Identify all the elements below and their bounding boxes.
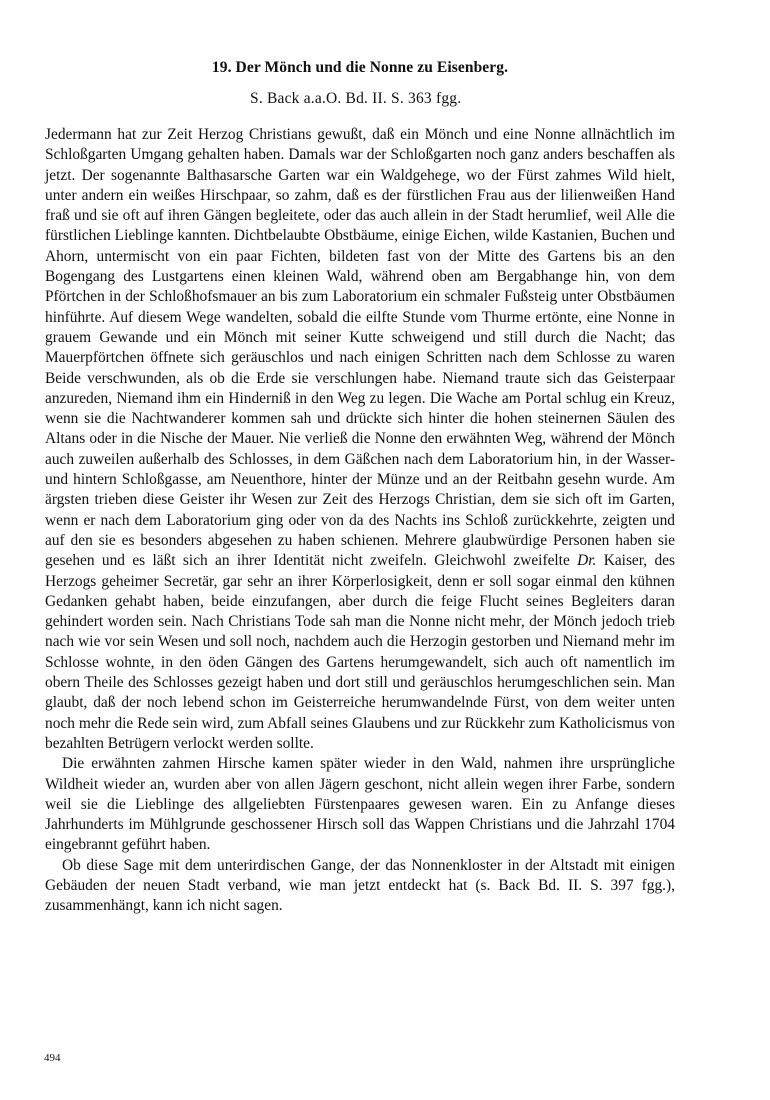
dr-abbreviation: Dr. (577, 552, 597, 570)
paragraph-2: Die erwähnten zahmen Hirsche kamen später wieder in den Wald, nahmen ihre ursprüngliche Wildheit wieder an, wurden aber von allen Jägern geschont, nicht allein wegen ihrer Farbe, sondern weil sie die Lieblinge des allgeliebten Fürstenpaares gewesen waren. Ein zu Anfange dieses Jahrhunderts im Mühlgrunde geschossener Hirsch soll das Wappen Christians und die Jahrzahl 1704 eingebrannt geführt haben. (45, 755, 675, 854)
page-title: 19. Der Mönch und die Nonne zu Eisenberg. (211, 59, 509, 76)
paragraph-1-part-1: Jedermann hat zur Zeit Herzog Christians gewußt, daß ein Mönch und eine Nonne allnächtlich im Schloßgarten Umgang gehalten haben. Damals war der Schloßgarten noch ganz anders beschaffen als jetzt. Der sogenannte Balthasarsche Garten war ein Waldgehege, wo der Fürst zahmes Wild hielt, unter andern ein weißes Hirschpaar, so zahm, daß es der fürstlichen Frau aus der lilienweißen Hand fraß und sie oft auf ihren Gängen begleitete, oder das auch allein in der Stadt herumlief, weil Alle die fürstlichen Lieblinge kannten. Dichtbelaubte Obstbäume, einige Eichen, wilde Kastanien, Buchen und Ahorn, untermischt von ein paar Fichten, bildeten fast von der Mitte des Gartens bis an den Bogengang des Lustgartens einen kleinen Wald, während oben am Bergabhange hin, von dem Pförtchen in der Schloßhofsmauer an bis zum Laboratorium ein schmaler Fußsteig unter Obstbäumen hinführte. Auf diesem Wege wandelten, sobald die eilfte Stunde vom Thurme ertönte, eine Nonne in grauem Gewande und ein Mönch mit seiner Kutte schweigend und still durch die Nacht; das Mauerpförtchen öffnete sich geräuschlos und nach einigen Schritten nach dem Schlosse zu waren Beide verschwunden, als ob die Erde sie verschlungen habe. Niemand traute sich das Geisterpaar anzureden, Niemand ihm ein Hinderniß in den Weg zu legen. Die Wache am Portal schlug ein Kreuz, wenn sie die Nachtwanderer kommen sah und drückte sich hinter die hohen steinernen Säulen des Altans oder in die Nische der Mauer. Nie verließ die Nonne den erwähnten Weg, während der Mönch auch zuweilen außerhalb des Schlosses, in dem Gäßchen nach dem Laboratorium hin, in der Wasser- und hintern Schloßgasse, am Neuenthore, hinter der Münze und an der Reitbahn gesehn wurde. Am ärgsten trieben diese Geister ihr Wesen zur Zeit des Herzogs Christian, dem sie sich oft im Garten, wenn er nach dem Laboratorium ging oder von da des Nachts ins Schloß zurückkehrte, zeigten und auf den sie es besonders abgesehen zu haben schienen. Mehrere glaubwürdige Personen haben sie gesehen und es läßt sich an ihrer Identität nicht zweifeln. Gleichwohl zweifelte (45, 126, 675, 570)
paragraph-1 (45, 125, 675, 754)
paragraph-1-part-2: Kaiser, des Herzogs geheimer Secretär, gar sehr an ihrer Körperlosigkeit, denn er soll sogar einmal den kühnen Gedanken gehabt haben, beide einzufangen, aber durch die feige Flucht seines Begleiters daran gehindert worden sein. Nach Christians Tode sah man die Nonne nicht mehr, der Mönch jedoch trieb nach wie vor sein Wesen und soll noch, nachdem auch die Herzogin gestorben und Niemand mehr im Schlosse wohnte, in den öden Gängen des Gartens herumgewandelt, sich auch oft namentlich im obern Theile des Schlosses gezeigt haben und dort still und geräuschlos herumgeschlichen sein. Man glaubt, daß der noch lebend schon im Geisterreiche herumwandelnde Fürst, von dem weiter unten noch mehr die Rede sein wird, zum Abfall seines Glaubens und zur Rückkehr zum Katholicismus von bezahlten Betrügern verlockt werden sollte. (45, 552, 675, 752)
story-body (45, 125, 675, 917)
source-reference: S. Back a.a.O. Bd. II. S. 363 fgg. (250, 90, 462, 107)
page-number: 494 (44, 1052, 61, 1064)
paragraph-3: Ob diese Sage mit dem unterirdischen Gange, der das Nonnenkloster in der Altstadt mit einigen Gebäuden der neuen Stadt verband, wie man jetzt entdeckt hat (s. Back Bd. II. S. 397 fgg.), zusammenhängt, kann ich nicht sagen. (45, 856, 675, 915)
